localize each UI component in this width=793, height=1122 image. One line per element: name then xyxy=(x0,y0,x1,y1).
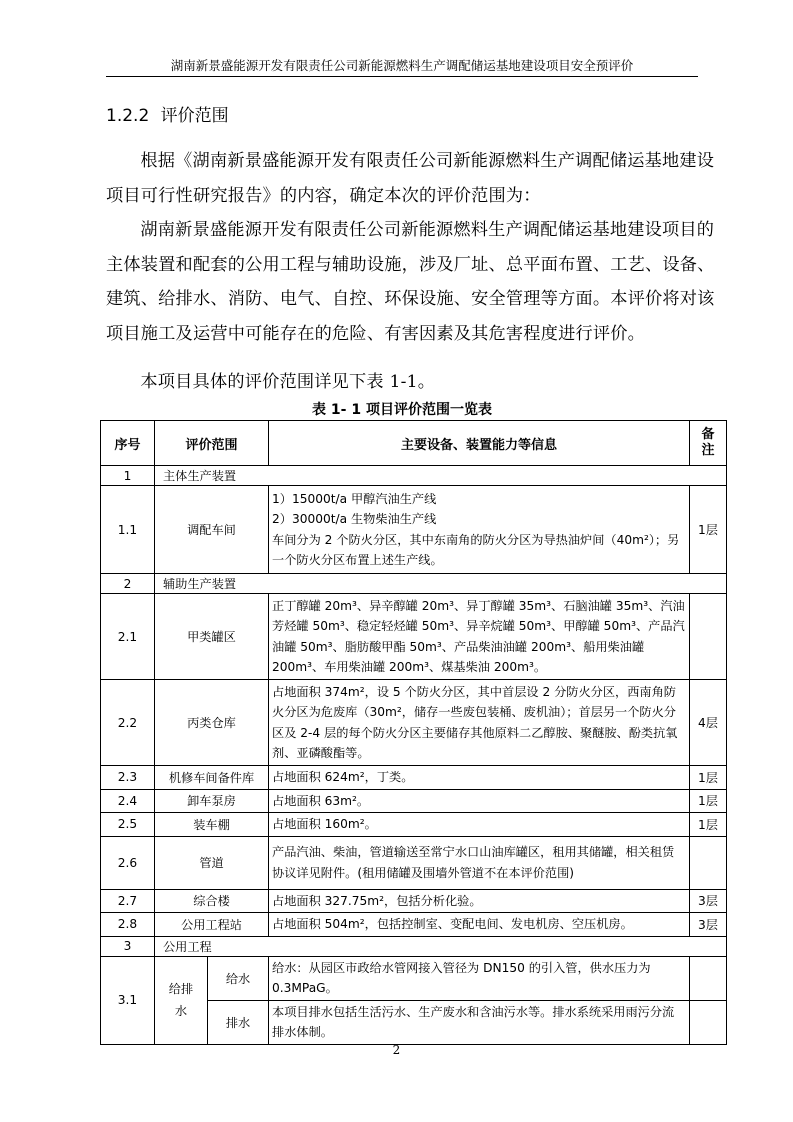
section-number: 1.2.2 xyxy=(106,106,150,126)
cell-group: 给排水 xyxy=(155,956,208,1044)
cell-section-title: 辅助生产装置 xyxy=(155,574,727,594)
cell-info: 占地面积 327.75m²，包括分析化验。 xyxy=(269,889,690,913)
cell-note: 1层 xyxy=(690,813,727,837)
cell-no: 2.5 xyxy=(101,813,155,837)
header-note: 备注 xyxy=(690,421,727,466)
cell-no: 2.4 xyxy=(101,789,155,813)
table-row xyxy=(101,956,727,1000)
cell-section-title: 主体生产装置 xyxy=(155,466,727,486)
cell-info: 占地面积 160m²。 xyxy=(269,813,690,837)
cell-info: 占地面积 374m²，设 5 个防火分区，其中首层设 2 分防火分区，西南角防火分区为危废库（30m²，储存一些废包装桶、废机油）；首层另一个防火分区及 2-4 层的每个防火分区主要储存其他原料二乙醇胺、聚醚胺、酚类抗氧剂、亚磷酸酯等。 xyxy=(269,680,690,766)
table-row xyxy=(101,836,727,889)
cell-scope: 管道 xyxy=(155,836,269,889)
info-line: 1）15000t/a 甲醇汽油生产线 xyxy=(272,491,437,506)
cell-note xyxy=(690,594,727,680)
cell-sub-scope: 排水 xyxy=(208,1000,269,1044)
section-heading xyxy=(106,101,229,126)
cell-scope: 综合楼 xyxy=(155,889,269,913)
table-caption: 表 1- 1 项目评价范围一览表 xyxy=(312,402,492,418)
header-info: 主要设备、装置能力等信息 xyxy=(269,421,690,466)
section-title: 评价范围 xyxy=(160,106,229,126)
cell-scope: 甲类罐区 xyxy=(155,594,269,680)
cell-scope: 调配车间 xyxy=(155,486,269,574)
cell-no: 1 xyxy=(101,466,155,486)
info-line: 2）30000t/a 生物柴油生产线 xyxy=(272,512,437,526)
cell-note: 1层 xyxy=(690,486,727,574)
table-row-section xyxy=(101,936,727,956)
cell-info: 给水：从园区市政给水管网接入管径为 DN150 的引入管，供水压力为 0.3MPaG。 xyxy=(269,956,690,1000)
cell-info: 正丁醇罐 20m³、异辛醇罐 20m³、异丁醇罐 35m³、石脑油罐 35m³、汽油芳烃罐 50m³、稳定轻烃罐 50m³、异辛烷罐 50m³、甲醇罐 50m³、产品汽油罐 50m³、脂肪酸甲酯 50m³、产品柴油油罐 200m³、船用柴油罐 200m³、车用柴油罐 200m³、煤基柴油 200m³。 xyxy=(269,594,690,680)
table-row xyxy=(101,889,727,913)
cell-no: 2.6 xyxy=(101,836,155,889)
cell-no: 2.3 xyxy=(101,766,155,790)
cell-note xyxy=(690,956,727,1000)
header-no: 序号 xyxy=(101,421,155,466)
cell-sub-scope: 给水 xyxy=(208,956,269,1000)
table-header-row xyxy=(101,421,727,466)
table-row xyxy=(101,813,727,837)
table-row xyxy=(101,766,727,790)
paragraph-scope: 湖南新景盛能源开发有限责任公司新能源燃料生产调配储运基地建设项目的主体装置和配套的公用工程与辅助设施，涉及厂址、总平面布置、工艺、设备、建筑、给排水、消防、电气、自控、环保设施、安全管理等方面。本评价将对该项目施工及运营中可能存在的危险、有害因素及其危害程度进行评价。 xyxy=(106,220,715,344)
table-row xyxy=(101,594,727,680)
cell-no: 3.1 xyxy=(101,956,155,1044)
cell-note xyxy=(690,836,727,889)
cell-note: 3层 xyxy=(690,889,727,913)
table-row-section xyxy=(101,466,727,486)
cell-note: 3层 xyxy=(690,913,727,937)
cell-scope: 装车棚 xyxy=(155,813,269,837)
cell-note xyxy=(690,1000,727,1044)
cell-note: 1层 xyxy=(690,766,727,790)
table-row xyxy=(101,789,727,813)
table-row xyxy=(101,680,727,766)
header-scope: 评价范围 xyxy=(155,421,269,466)
cell-info: 产品汽油、柴油，管道输送至常宁水口山油库罐区，租用其储罐，相关租赁协议详见附件。(租用储罐及围墙外管道不在本评价范围) xyxy=(269,836,690,889)
table-row xyxy=(101,913,727,937)
cell-info: 占地面积 63m²。 xyxy=(269,789,690,813)
cell-no: 2.8 xyxy=(101,913,155,937)
cell-info: 本项目排水包括生活污水、生产废水和含油污水等。排水系统采用雨污分流排水体制。 xyxy=(269,1000,690,1044)
cell-note: 4层 xyxy=(690,680,727,766)
evaluation-scope-table xyxy=(100,420,727,1045)
cell-section-title: 公用工程 xyxy=(155,936,727,956)
paragraph-intro: 根据《湖南新景盛能源开发有限责任公司新能源燃料生产调配储运基地建设项目可行性研究报告》的内容，确定本次的评价范围为： xyxy=(106,151,715,206)
page-header: 湖南新景盛能源开发有限责任公司新能源燃料生产调配储运基地建设项目安全预评价 xyxy=(106,56,698,77)
cell-no: 2.1 xyxy=(101,594,155,680)
cell-note: 1层 xyxy=(690,789,727,813)
cell-info xyxy=(269,486,690,574)
cell-scope: 丙类仓库 xyxy=(155,680,269,766)
table-row xyxy=(101,486,727,574)
cell-no: 3 xyxy=(101,936,155,956)
cell-scope: 卸车泵房 xyxy=(155,789,269,813)
cell-info: 占地面积 624m²，丁类。 xyxy=(269,766,690,790)
paragraph-table-ref: 本项目具体的评价范围详见下表 1-1。 xyxy=(140,372,436,392)
page-number: 2 xyxy=(392,1043,401,1057)
cell-no: 2.2 xyxy=(101,680,155,766)
info-line: 车间分为 2 个防火分区，其中东南角的防火分区为导热油炉间（40m²）；另一个防火分区布置上述生产线。 xyxy=(272,532,680,567)
table-row-section xyxy=(101,574,727,594)
cell-no: 2 xyxy=(101,574,155,594)
cell-no: 1.1 xyxy=(101,486,155,574)
cell-info: 占地面积 504m²，包括控制室、变配电间、发电机房、空压机房。 xyxy=(269,913,690,937)
cell-scope: 机修车间备件库 xyxy=(155,766,269,790)
cell-scope: 公用工程站 xyxy=(155,913,269,937)
cell-no: 2.7 xyxy=(101,889,155,913)
